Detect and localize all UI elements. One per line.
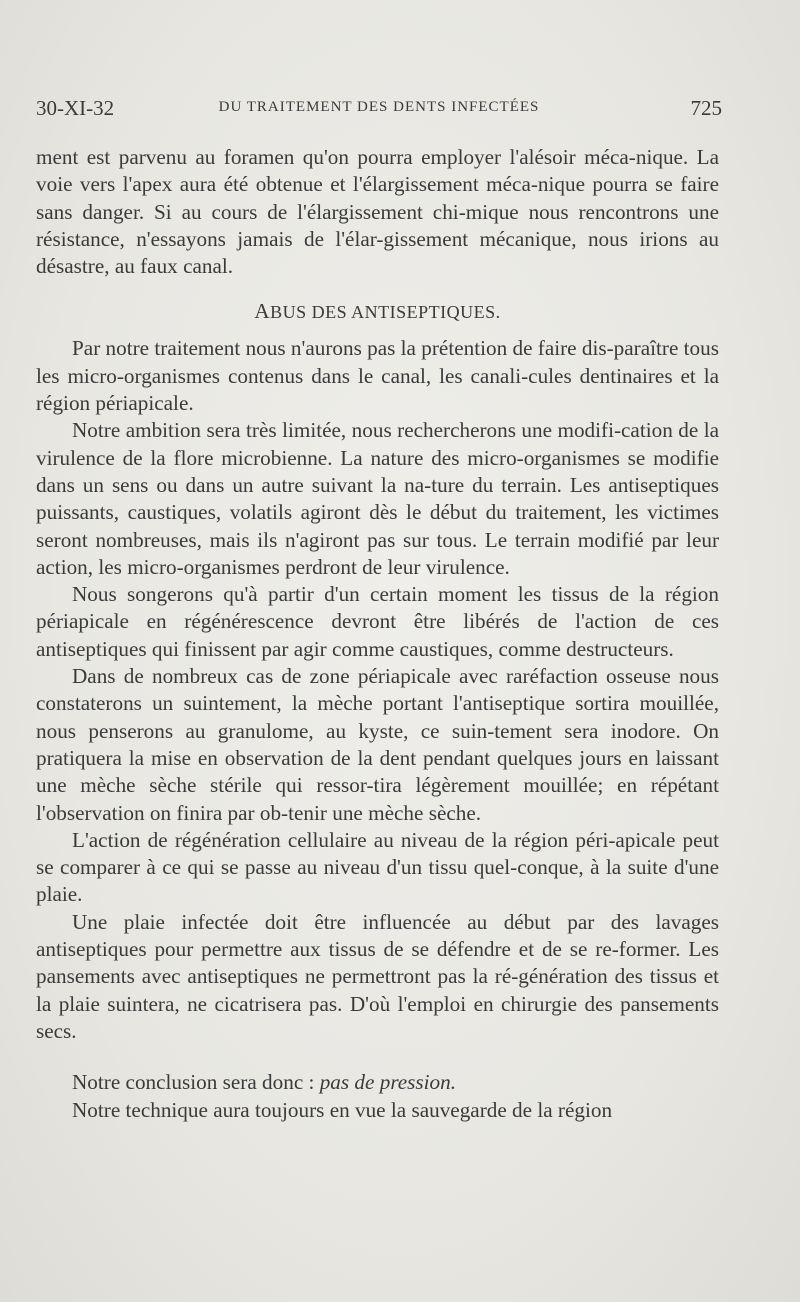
section-title-initial: A xyxy=(254,299,271,324)
paragraph: L'action de régénération cellulaire au niveau de la région péri-apicale peut se comparer à ce qui se passe au niveau d'un tissu quel-conque, à la suite d'une plaie. xyxy=(36,827,719,907)
paragraph: Une plaie infectée doit être influencée au début par des lavages antiseptiques pour permettre aux tissus de se défendre et de se re-former. Les pansements avec antiseptiques ne permettront pas la ré-génération des tissus et la plaie suintera, ne cicatrisera pas. D'où l'emploi en chirurgie des pansements secs. xyxy=(36,909,719,1043)
page-body xyxy=(36,144,719,1124)
paragraph: Par notre traitement nous n'aurons pas la prétention de faire dis-paraître tous les micro-organismes contenus dans le canal, les canali-cules dentinaires et la région périapicale. xyxy=(36,336,719,416)
paragraph-gap xyxy=(36,1045,719,1069)
header-date: 30-XI-32 xyxy=(36,96,115,120)
conclusion-lead: Notre conclusion sera donc : xyxy=(72,1070,320,1095)
page-number: 725 xyxy=(690,96,722,120)
running-title: DU TRAITEMENT DES DENTS INFECTÉES xyxy=(218,99,540,115)
paragraph: Dans de nombreux cas de zone périapicale avec raréfaction osseuse nous constaterons un suintement, la mèche portant l'antiseptique sortira mouillée, nous penserons au granulome, au kyste, ce suin-tement sera inodore. On pratiquera la mise en observation de la dent pendant quelques jours en laissant une mèche sèche stérile qui ressor-tira légèrement mouillée; en répétant l'observation on finira par ob-tenir une mèche sèche. xyxy=(36,664,719,825)
section-title xyxy=(36,297,719,326)
section-title-rest: BUS DES ANTISEPTIQUES. xyxy=(270,302,501,323)
conclusion-paragraph xyxy=(36,1069,719,1096)
paragraph: Notre technique aura toujours en vue la sauvegarde de la région xyxy=(72,1097,613,1122)
paragraph-continuation: ment est parvenu au foramen qu'on pourra employer l'alésoir méca-nique. La voie vers l'apex aura été obtenue et l'élargissement méca-nique pourra se faire sans danger. Si au cours de l'élargissement chi-mique nous rencontrons une résistance, n'essayons jamais de l'élar-gissement mécanique, nous irions au désastre, au faux canal. xyxy=(36,145,719,279)
conclusion-emphasis: pas de pression. xyxy=(319,1070,457,1095)
paragraph: Nous songerons qu'à partir d'un certain moment les tissus de la région périapicale en régénérescence devront être libérés de l'action de ces antiseptiques qui finissent par agir comme caustiques, comme destructeurs. xyxy=(36,582,719,661)
paragraph: Notre ambition sera très limitée, nous rechercherons une modifi-cation de la virulence de la flore microbienne. La nature des micro-organismes se modifie dans un sens ou dans un autre suivant la na-ture du terrain. Les antiseptiques puissants, caustiques, volatils agiront dès le début du traitement, les victimes seront nombreuses, mais ils n'agiront pas sur tous. Le terrain modifié par leur action, les micro-organismes perdront de leur virulence. xyxy=(36,418,719,579)
running-header xyxy=(36,96,722,126)
